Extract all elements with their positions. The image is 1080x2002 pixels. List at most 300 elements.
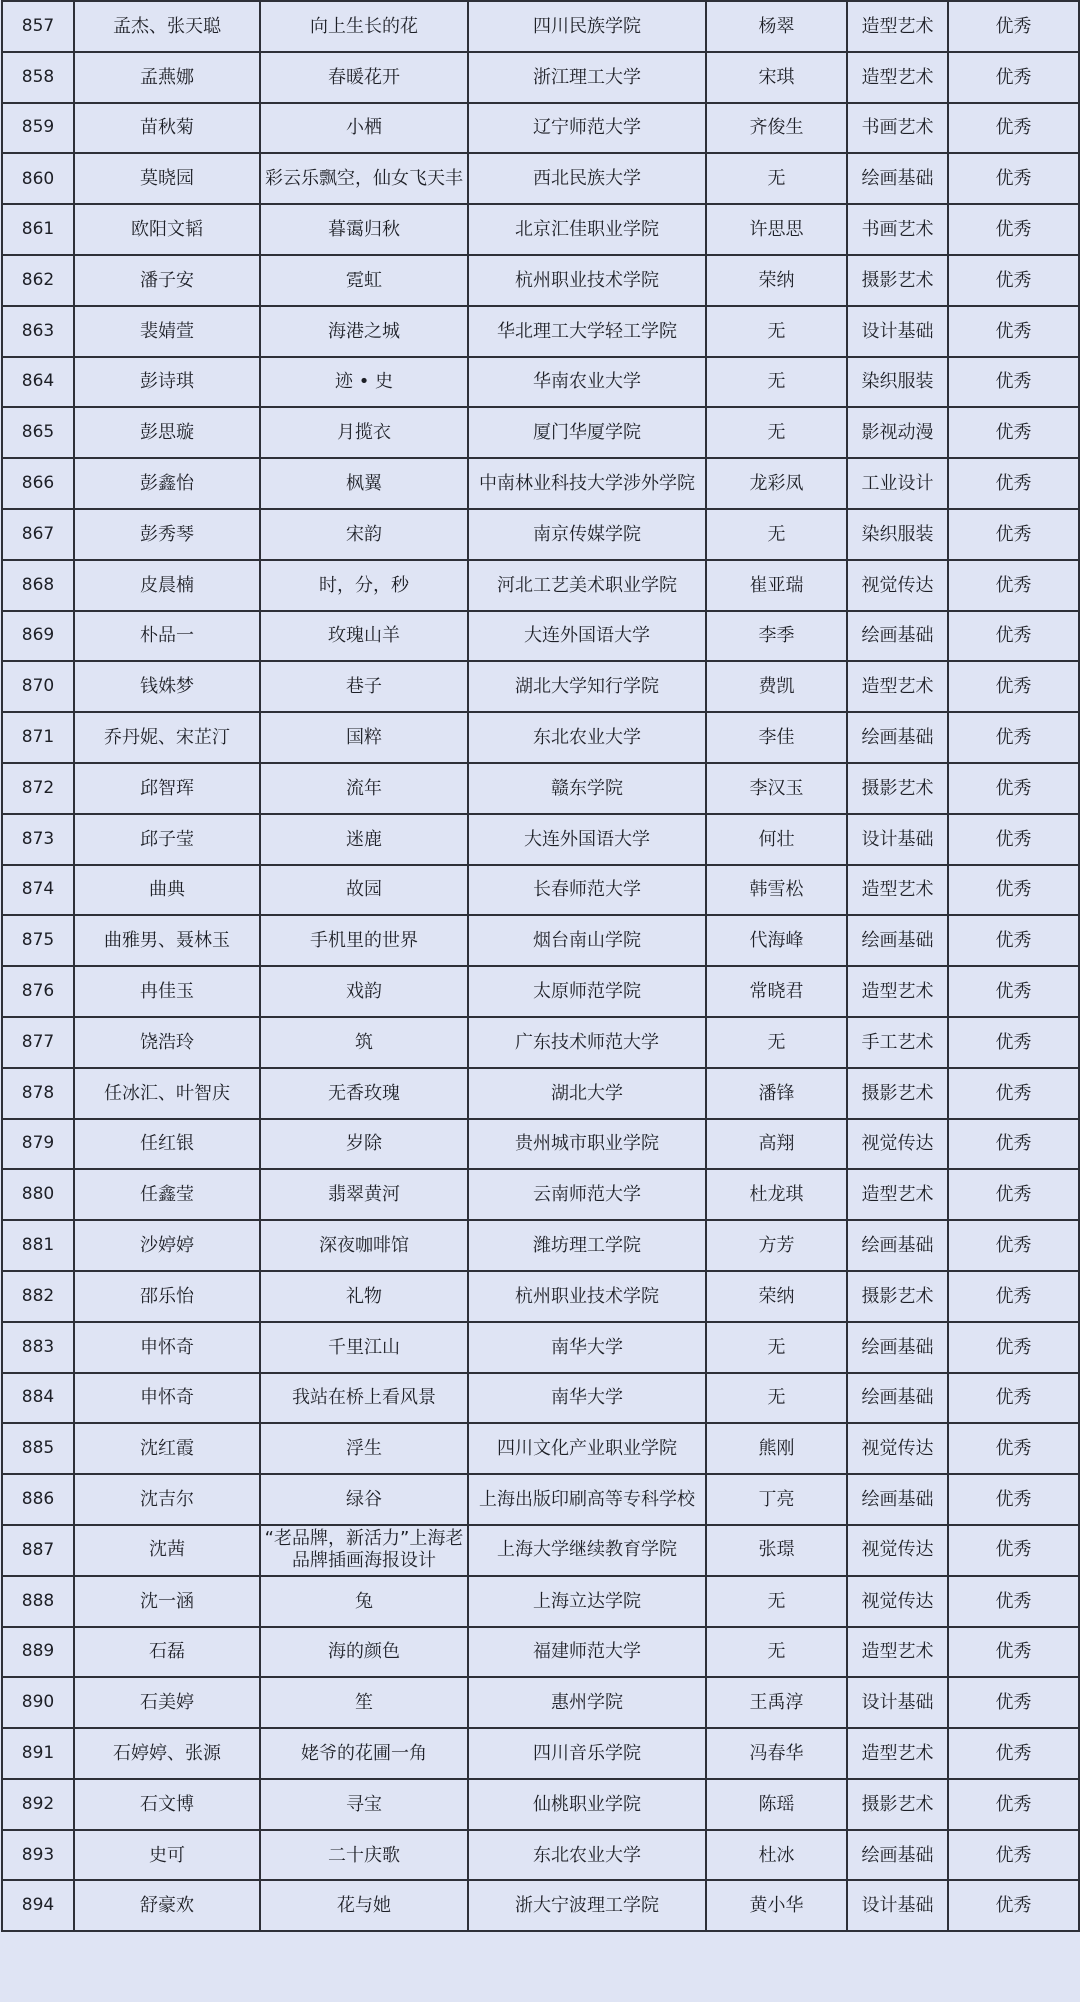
award-level-cell: 优秀 [948,1779,1079,1830]
author-cell: 孟燕娜 [74,52,260,103]
school-cell: 长春师范大学 [468,865,706,916]
work-title-cell: 向上生长的花 [260,1,468,52]
author-cell: 任红银 [74,1119,260,1170]
entry-number-cell: 862 [2,255,74,306]
table-row [2,103,1079,154]
category-cell: 视觉传达 [847,1525,948,1576]
entry-number-cell: 865 [2,407,74,458]
author-cell: 沈红霞 [74,1423,260,1474]
school-cell: 大连外国语大学 [468,814,706,865]
work-title-cell: 千里江山 [260,1322,468,1373]
table-row [2,1627,1079,1678]
school-cell: 大连外国语大学 [468,611,706,662]
category-cell: 绘画基础 [847,712,948,763]
category-cell: 摄影艺术 [847,255,948,306]
advisor-cell: 冯春华 [706,1728,847,1779]
advisor-cell: 费凯 [706,661,847,712]
category-cell: 摄影艺术 [847,763,948,814]
work-title-cell: 小栖 [260,103,468,154]
school-cell: 仙桃职业学院 [468,1779,706,1830]
table-row [2,1677,1079,1728]
work-title-cell: 绿谷 [260,1474,468,1525]
award-level-cell: 优秀 [948,865,1079,916]
advisor-cell: 常晓君 [706,966,847,1017]
advisor-cell: 张璟 [706,1525,847,1576]
work-title-cell: 二十庆歌 [260,1830,468,1881]
author-cell: 沙婷婷 [74,1220,260,1271]
author-cell: 任鑫莹 [74,1169,260,1220]
work-title-cell: 兔 [260,1576,468,1627]
school-cell: 华北理工大学轻工学院 [468,306,706,357]
author-cell: 彭秀琴 [74,509,260,560]
award-level-cell: 优秀 [948,458,1079,509]
author-cell: 苗秋菊 [74,103,260,154]
category-cell: 书画艺术 [847,103,948,154]
advisor-cell: 杜冰 [706,1830,847,1881]
advisor-cell: 许思思 [706,204,847,255]
category-cell: 造型艺术 [847,865,948,916]
school-cell: 中南林业科技大学涉外学院 [468,458,706,509]
category-cell: 造型艺术 [847,1728,948,1779]
award-level-cell: 优秀 [948,153,1079,204]
category-cell: 摄影艺术 [847,1068,948,1119]
school-cell: 赣东学院 [468,763,706,814]
entry-number-cell: 891 [2,1728,74,1779]
advisor-cell: 宋琪 [706,52,847,103]
table-row [2,865,1079,916]
category-cell: 绘画基础 [847,1220,948,1271]
entry-number-cell: 864 [2,357,74,408]
category-cell: 摄影艺术 [847,1779,948,1830]
school-cell: 四川文化产业职业学院 [468,1423,706,1474]
table-row [2,1576,1079,1627]
table-row [2,255,1079,306]
author-cell: 欧阳文韬 [74,204,260,255]
author-cell: 曲典 [74,865,260,916]
author-cell: 邱子莹 [74,814,260,865]
work-title-cell: 故园 [260,865,468,916]
advisor-cell: 高翔 [706,1119,847,1170]
category-cell: 造型艺术 [847,1,948,52]
work-title-cell: “老品牌，新活力”上海老品牌插画海报设计 [260,1525,468,1576]
award-level-cell: 优秀 [948,204,1079,255]
table-row [2,1322,1079,1373]
award-level-cell: 优秀 [948,611,1079,662]
entry-number-cell: 860 [2,153,74,204]
advisor-cell: 黄小华 [706,1880,847,1931]
school-cell: 西北民族大学 [468,153,706,204]
work-title-cell: 玫瑰山羊 [260,611,468,662]
category-cell: 绘画基础 [847,1373,948,1424]
advisor-cell: 陈瑶 [706,1779,847,1830]
table-row [2,763,1079,814]
entry-number-cell: 876 [2,966,74,1017]
school-cell: 湖北大学知行学院 [468,661,706,712]
entry-number-cell: 881 [2,1220,74,1271]
table-row [2,1830,1079,1881]
advisor-cell: 荣纳 [706,255,847,306]
table-row [2,1474,1079,1525]
award-list-table [1,0,1080,1932]
author-cell: 申怀奇 [74,1322,260,1373]
table-row [2,357,1079,408]
school-cell: 潍坊理工学院 [468,1220,706,1271]
entry-number-cell: 886 [2,1474,74,1525]
category-cell: 绘画基础 [847,153,948,204]
table-row [2,1169,1079,1220]
advisor-cell: 杨翠 [706,1,847,52]
advisor-cell: 李佳 [706,712,847,763]
award-level-cell: 优秀 [948,966,1079,1017]
entry-number-cell: 858 [2,52,74,103]
award-level-cell: 优秀 [948,52,1079,103]
award-level-cell: 优秀 [948,1830,1079,1881]
award-level-cell: 优秀 [948,661,1079,712]
school-cell: 太原师范学院 [468,966,706,1017]
award-level-cell: 优秀 [948,1880,1079,1931]
author-cell: 石文博 [74,1779,260,1830]
award-level-cell: 优秀 [948,915,1079,966]
work-title-cell: 迷鹿 [260,814,468,865]
school-cell: 广东技术师范大学 [468,1017,706,1068]
work-title-cell: 春暖花开 [260,52,468,103]
advisor-cell: 无 [706,306,847,357]
school-cell: 浙大宁波理工学院 [468,1880,706,1931]
author-cell: 莫晓园 [74,153,260,204]
category-cell: 绘画基础 [847,1322,948,1373]
award-level-cell: 优秀 [948,1423,1079,1474]
author-cell: 申怀奇 [74,1373,260,1424]
category-cell: 绘画基础 [847,611,948,662]
entry-number-cell: 888 [2,1576,74,1627]
school-cell: 上海立达学院 [468,1576,706,1627]
school-cell: 南华大学 [468,1373,706,1424]
advisor-cell: 无 [706,357,847,408]
award-level-cell: 优秀 [948,1474,1079,1525]
table-row [2,1220,1079,1271]
advisor-cell: 何壮 [706,814,847,865]
author-cell: 石美婷 [74,1677,260,1728]
entry-number-cell: 892 [2,1779,74,1830]
table-row [2,1525,1079,1576]
advisor-cell: 杜龙琪 [706,1169,847,1220]
author-cell: 曲雅男、聂林玉 [74,915,260,966]
author-cell: 沈一涵 [74,1576,260,1627]
author-cell: 乔丹妮、宋芷汀 [74,712,260,763]
category-cell: 设计基础 [847,1677,948,1728]
advisor-cell: 熊刚 [706,1423,847,1474]
entry-number-cell: 883 [2,1322,74,1373]
work-title-cell: 浮生 [260,1423,468,1474]
advisor-cell: 无 [706,1322,847,1373]
school-cell: 贵州城市职业学院 [468,1119,706,1170]
category-cell: 绘画基础 [847,1830,948,1881]
table-row [2,1119,1079,1170]
work-title-cell: 巷子 [260,661,468,712]
table-row [2,306,1079,357]
award-level-cell: 优秀 [948,1525,1079,1576]
school-cell: 东北农业大学 [468,1830,706,1881]
work-title-cell: 姥爷的花圃一角 [260,1728,468,1779]
entry-number-cell: 894 [2,1880,74,1931]
work-title-cell: 迹 • 史 [260,357,468,408]
award-level-cell: 优秀 [948,1017,1079,1068]
table-row [2,915,1079,966]
author-cell: 潘子安 [74,255,260,306]
entry-number-cell: 868 [2,560,74,611]
advisor-cell: 荣纳 [706,1271,847,1322]
work-title-cell: 筑 [260,1017,468,1068]
category-cell: 绘画基础 [847,915,948,966]
work-title-cell: 国粹 [260,712,468,763]
advisor-cell: 无 [706,509,847,560]
advisor-cell: 无 [706,407,847,458]
table-row [2,560,1079,611]
advisor-cell: 崔亚瑞 [706,560,847,611]
category-cell: 绘画基础 [847,1474,948,1525]
work-title-cell: 我站在桥上看风景 [260,1373,468,1424]
category-cell: 造型艺术 [847,1627,948,1678]
table-row [2,52,1079,103]
award-level-cell: 优秀 [948,1677,1079,1728]
category-cell: 工业设计 [847,458,948,509]
work-title-cell: 月揽衣 [260,407,468,458]
table-row [2,1,1079,52]
author-cell: 彭思璇 [74,407,260,458]
award-level-cell: 优秀 [948,560,1079,611]
table-row [2,1779,1079,1830]
table-row [2,1423,1079,1474]
category-cell: 造型艺术 [847,966,948,1017]
entry-number-cell: 878 [2,1068,74,1119]
category-cell: 造型艺术 [847,661,948,712]
table-row [2,1068,1079,1119]
school-cell: 上海大学继续教育学院 [468,1525,706,1576]
category-cell: 手工艺术 [847,1017,948,1068]
entry-number-cell: 869 [2,611,74,662]
work-title-cell: 岁除 [260,1119,468,1170]
award-level-cell: 优秀 [948,1627,1079,1678]
school-cell: 河北工艺美术职业学院 [468,560,706,611]
entry-number-cell: 887 [2,1525,74,1576]
work-title-cell: 寻宝 [260,1779,468,1830]
work-title-cell: 流年 [260,763,468,814]
entry-number-cell: 863 [2,306,74,357]
school-cell: 辽宁师范大学 [468,103,706,154]
author-cell: 裴婧萱 [74,306,260,357]
award-level-cell: 优秀 [948,1576,1079,1627]
advisor-cell: 王禹淳 [706,1677,847,1728]
award-level-cell: 优秀 [948,712,1079,763]
work-title-cell: 时，分，秒 [260,560,468,611]
award-level-cell: 优秀 [948,357,1079,408]
advisor-cell: 丁亮 [706,1474,847,1525]
award-level-cell: 优秀 [948,509,1079,560]
school-cell: 福建师范大学 [468,1627,706,1678]
entry-number-cell: 875 [2,915,74,966]
category-cell: 造型艺术 [847,1169,948,1220]
entry-number-cell: 867 [2,509,74,560]
category-cell: 摄影艺术 [847,1271,948,1322]
school-cell: 北京汇佳职业学院 [468,204,706,255]
entry-number-cell: 880 [2,1169,74,1220]
award-level-cell: 优秀 [948,255,1079,306]
table-row [2,153,1079,204]
work-title-cell: 深夜咖啡馆 [260,1220,468,1271]
work-title-cell: 海港之城 [260,306,468,357]
work-title-cell: 霓虹 [260,255,468,306]
work-title-cell: 暮霭归秋 [260,204,468,255]
entry-number-cell: 882 [2,1271,74,1322]
school-cell: 南京传媒学院 [468,509,706,560]
table-row [2,458,1079,509]
work-title-cell: 彩云乐飘空，仙女飞天丰 [260,153,468,204]
category-cell: 染织服装 [847,357,948,408]
entry-number-cell: 877 [2,1017,74,1068]
advisor-cell: 李季 [706,611,847,662]
advisor-cell: 龙彩凤 [706,458,847,509]
table-row [2,611,1079,662]
author-cell: 冉佳玉 [74,966,260,1017]
work-title-cell: 手机里的世界 [260,915,468,966]
entry-number-cell: 890 [2,1677,74,1728]
author-cell: 沈吉尔 [74,1474,260,1525]
award-level-cell: 优秀 [948,814,1079,865]
category-cell: 书画艺术 [847,204,948,255]
table-row [2,661,1079,712]
author-cell: 邵乐怡 [74,1271,260,1322]
school-cell: 华南农业大学 [468,357,706,408]
author-cell: 沈茜 [74,1525,260,1576]
table-row [2,1373,1079,1424]
work-title-cell: 笙 [260,1677,468,1728]
author-cell: 石婷婷、张源 [74,1728,260,1779]
award-level-cell: 优秀 [948,1,1079,52]
author-cell: 朴品一 [74,611,260,662]
category-cell: 染织服装 [847,509,948,560]
award-level-cell: 优秀 [948,1068,1079,1119]
award-level-cell: 优秀 [948,407,1079,458]
entry-number-cell: 861 [2,204,74,255]
award-level-cell: 优秀 [948,1322,1079,1373]
entry-number-cell: 884 [2,1373,74,1424]
advisor-cell: 齐俊生 [706,103,847,154]
entry-number-cell: 857 [2,1,74,52]
table-row [2,1728,1079,1779]
award-level-cell: 优秀 [948,103,1079,154]
work-title-cell: 无香玫瑰 [260,1068,468,1119]
category-cell: 设计基础 [847,306,948,357]
category-cell: 影视动漫 [847,407,948,458]
author-cell: 石磊 [74,1627,260,1678]
school-cell: 湖北大学 [468,1068,706,1119]
author-cell: 彭鑫怡 [74,458,260,509]
work-title-cell: 翡翠黄河 [260,1169,468,1220]
entry-number-cell: 893 [2,1830,74,1881]
entry-number-cell: 889 [2,1627,74,1678]
entry-number-cell: 873 [2,814,74,865]
entry-number-cell: 874 [2,865,74,916]
award-list-body [2,1,1079,1931]
author-cell: 邱智珲 [74,763,260,814]
school-cell: 云南师范大学 [468,1169,706,1220]
advisor-cell: 方芳 [706,1220,847,1271]
entry-number-cell: 879 [2,1119,74,1170]
entry-number-cell: 866 [2,458,74,509]
school-cell: 浙江理工大学 [468,52,706,103]
advisor-cell: 无 [706,1373,847,1424]
award-level-cell: 优秀 [948,1728,1079,1779]
entry-number-cell: 872 [2,763,74,814]
award-level-cell: 优秀 [948,763,1079,814]
school-cell: 四川音乐学院 [468,1728,706,1779]
category-cell: 设计基础 [847,1880,948,1931]
advisor-cell: 代海峰 [706,915,847,966]
work-title-cell: 戏韵 [260,966,468,1017]
category-cell: 设计基础 [847,814,948,865]
work-title-cell: 海的颜色 [260,1627,468,1678]
school-cell: 杭州职业技术学院 [468,1271,706,1322]
advisor-cell: 无 [706,153,847,204]
award-level-cell: 优秀 [948,1220,1079,1271]
award-level-cell: 优秀 [948,1169,1079,1220]
category-cell: 造型艺术 [847,52,948,103]
work-title-cell: 花与她 [260,1880,468,1931]
table-row [2,1271,1079,1322]
table-row [2,712,1079,763]
author-cell: 饶浩玲 [74,1017,260,1068]
category-cell: 视觉传达 [847,1119,948,1170]
award-level-cell: 优秀 [948,1119,1079,1170]
advisor-cell: 无 [706,1017,847,1068]
table-row [2,407,1079,458]
school-cell: 杭州职业技术学院 [468,255,706,306]
table-row [2,814,1079,865]
author-cell: 史可 [74,1830,260,1881]
table-row [2,1017,1079,1068]
school-cell: 上海出版印刷高等专科学校 [468,1474,706,1525]
award-level-cell: 优秀 [948,1373,1079,1424]
table-row [2,1880,1079,1931]
school-cell: 烟台南山学院 [468,915,706,966]
advisor-cell: 无 [706,1576,847,1627]
author-cell: 任冰汇、叶智庆 [74,1068,260,1119]
entry-number-cell: 871 [2,712,74,763]
category-cell: 视觉传达 [847,1576,948,1627]
advisor-cell: 韩雪松 [706,865,847,916]
award-level-cell: 优秀 [948,306,1079,357]
entry-number-cell: 885 [2,1423,74,1474]
table-row [2,509,1079,560]
work-title-cell: 礼物 [260,1271,468,1322]
school-cell: 厦门华厦学院 [468,407,706,458]
award-level-cell: 优秀 [948,1271,1079,1322]
school-cell: 四川民族学院 [468,1,706,52]
table-row [2,204,1079,255]
advisor-cell: 潘锋 [706,1068,847,1119]
author-cell: 皮晨楠 [74,560,260,611]
author-cell: 彭诗琪 [74,357,260,408]
advisor-cell: 无 [706,1627,847,1678]
author-cell: 钱姝梦 [74,661,260,712]
author-cell: 孟杰、张天聪 [74,1,260,52]
category-cell: 视觉传达 [847,1423,948,1474]
table-row [2,966,1079,1017]
school-cell: 东北农业大学 [468,712,706,763]
advisor-cell: 李汉玉 [706,763,847,814]
entry-number-cell: 870 [2,661,74,712]
work-title-cell: 宋韵 [260,509,468,560]
